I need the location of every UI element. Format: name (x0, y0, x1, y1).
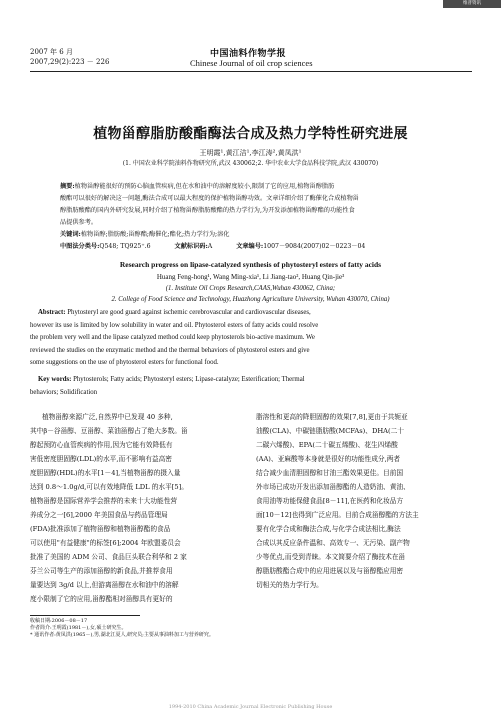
journal-name-cn: 中国油料作物学报 (210, 49, 287, 59)
authors-cn: 王明霞¹,黄江洁¹,李江涛²,黄凤洪¹ (199, 149, 302, 157)
issue-date: 2007 年 6 月 (30, 48, 73, 56)
issue-number: 2007,29(2):223 － 226 (30, 58, 110, 66)
footnote-correspondence: * 通讯作者:黄凤洪(1965－),男,湖北江夏人,研究员;主要从事油料加工与营养研究。 (30, 632, 214, 638)
footnote-rule (30, 615, 140, 616)
affiliation-en-1: (1. Institute Oil Crops Research,CAAS,Wuhan 430062, China; (165, 285, 336, 292)
classification-line: 中图法分类号:Q548; TQ925⁺.6 文献标识码:A 文章编号:1007－9084(2007)02－0223－04 (60, 243, 366, 250)
keywords-en: Key words: Phytosterols; Fatty acids; Phytosteryl esters; Lipase-catalyze; Esterification; Thermal behaviors; Solidification (30, 376, 305, 396)
keywords-cn: 关键词:植物甾醇;脂肪酸;甾醇酯;酶催化;酯化;热力学行为;溶化 (60, 231, 230, 238)
watermark: 维普资讯 http://www.cqvip.com (444, 1, 500, 14)
body-column-left: 植物甾醇来源广泛,自然界中已发现 40 多种, 其中β－谷甾醇、豆甾醇、菜油甾醇占了绝大多数。甾 醇起预防心血管疾病的作用,因为它能有效降低有 害低密度胆固醇(LDL)的水平,而不影响有益高密 度胆固醇(HDL)的水平[1－4],当植物甾醇的摄入量 达到 0.8～1.0g/d,可以有效地降低 LDL 的水平[5]。 植物甾醇是国际营养学会推荐的未来十大功能性营 养成分之一[6],2000 年美国食品与药品管理局 (FDA)批准添加了植物甾醇和植物甾醇酯的食品 可以使用"有益健康"的标签[6];2004 年欧盟委员会 批准了美国的 ADM 公司、食品巨头联合利华和 2 家 芬兰公司等生产的添加甾醇的新食品,并推荐食用 量要达到 3g/d 以上,但游离甾醇在水和油中的溶解 度小限制了它的应用,甾醇酯相对甾醇具有更好的 (30, 413, 188, 603)
footnote-author: 作者简介:王明霞(1981－),女,硕士研究生。 (30, 625, 127, 631)
affiliations-cn: (1. 中国农业科学院油料作物研究所,武汉 430062;2. 华中农业大学食品科技学院,武汉 430070) (122, 160, 379, 167)
publisher-footer: 1994-2010 China Academic Journal Electronic Publishing House (168, 704, 333, 710)
title-en: Research progress on lipase-catalyzed synthesis of phytosteryl esters of fatty acids (119, 260, 382, 269)
affiliation-en-2: 2. College of Food Science and Technology, Huazhong Agriculture University, Wuhan 430070, China) (111, 296, 390, 303)
journal-name-en: Chinese Journal of oil crop sciences (190, 58, 313, 68)
authors-en: Huang Feng-hong¹, Wang Ming-xia¹, Li Jiang-tao², Huang Qin-jie³ (156, 273, 345, 281)
footnotes (30, 618, 214, 639)
header-rule (30, 71, 472, 72)
abstract-cn-label: 摘要: (60, 183, 75, 190)
abstract-cn: 摘要:植物甾醇能很好的预防心脑血管疾病,但在水和油中的溶解度较小,限制了它的应用,植物甾醇脂肪 酸酯可以很好的解决这一问题,酶法合成可以最大程度的保护植物甾醇功效。文章详细介绍了酶催化合成植物甾 醇脂肪酸酯的国内外研究发展,同时介绍了植物甾醇脂肪酸酯的热力学行为,为开发添加植物甾醇酯的功能性食 品提供参考。 (60, 183, 359, 226)
abstract-en: Abstract: Phytosteryl are good guard against ischemic cerebrovascular and cardiovascular diseases, however its use is limited by low solubility in water and oil. Phytosterol esters of fatty acids could resolve the problem very well and the lipase catalyzed method could keep phytosterols bio-active maximum. We reviewed the studies on the enzymatic method and the thermal behaviors of phytosterol esters and give some suggestions on the use of phytosterol esters for functional food. (30, 309, 319, 366)
body-column-right: 脂溶性和更高的降胆固醇的效果[7,8],更由于共轭亚 油酸(CLA)、中碳链脂肪酸(MCFAs)、DHA(二十 二碳六烯酸)、EPA(二十碳五烯酸)、花生四烯酸 (AA)、亚麻酸等本身就是很好的功能性成分,两者 结合减少血清胆固醇和甘油三酯效果更佳。目前国 外市场已成功开发出添加甾醇酯的人造奶油、黄油、 食用油等功能保健食品[8－11],在医药和化妆品方 面[10－12]也得到广泛应用。目前合成甾醇酯的方法主 要有化学合成和酶法合成,与化学合成法相比,酶法 合成以其反应条件温和、高效专一、无污染、副产物 少等优点,而受到青睐。本文简要介绍了酶技术在甾 醇脂肪酸酯合成中的应用进展以及与甾醇酯应用密 切相关的热力学行为。 (256, 413, 419, 589)
footnote-received: 收稿日期:2006－08－17 (30, 618, 88, 624)
abstract-en-label: Abstract: (38, 309, 66, 316)
paper-title: 植物甾醇脂肪酸酯酶法合成及热力学特性研究进展 (93, 126, 408, 142)
